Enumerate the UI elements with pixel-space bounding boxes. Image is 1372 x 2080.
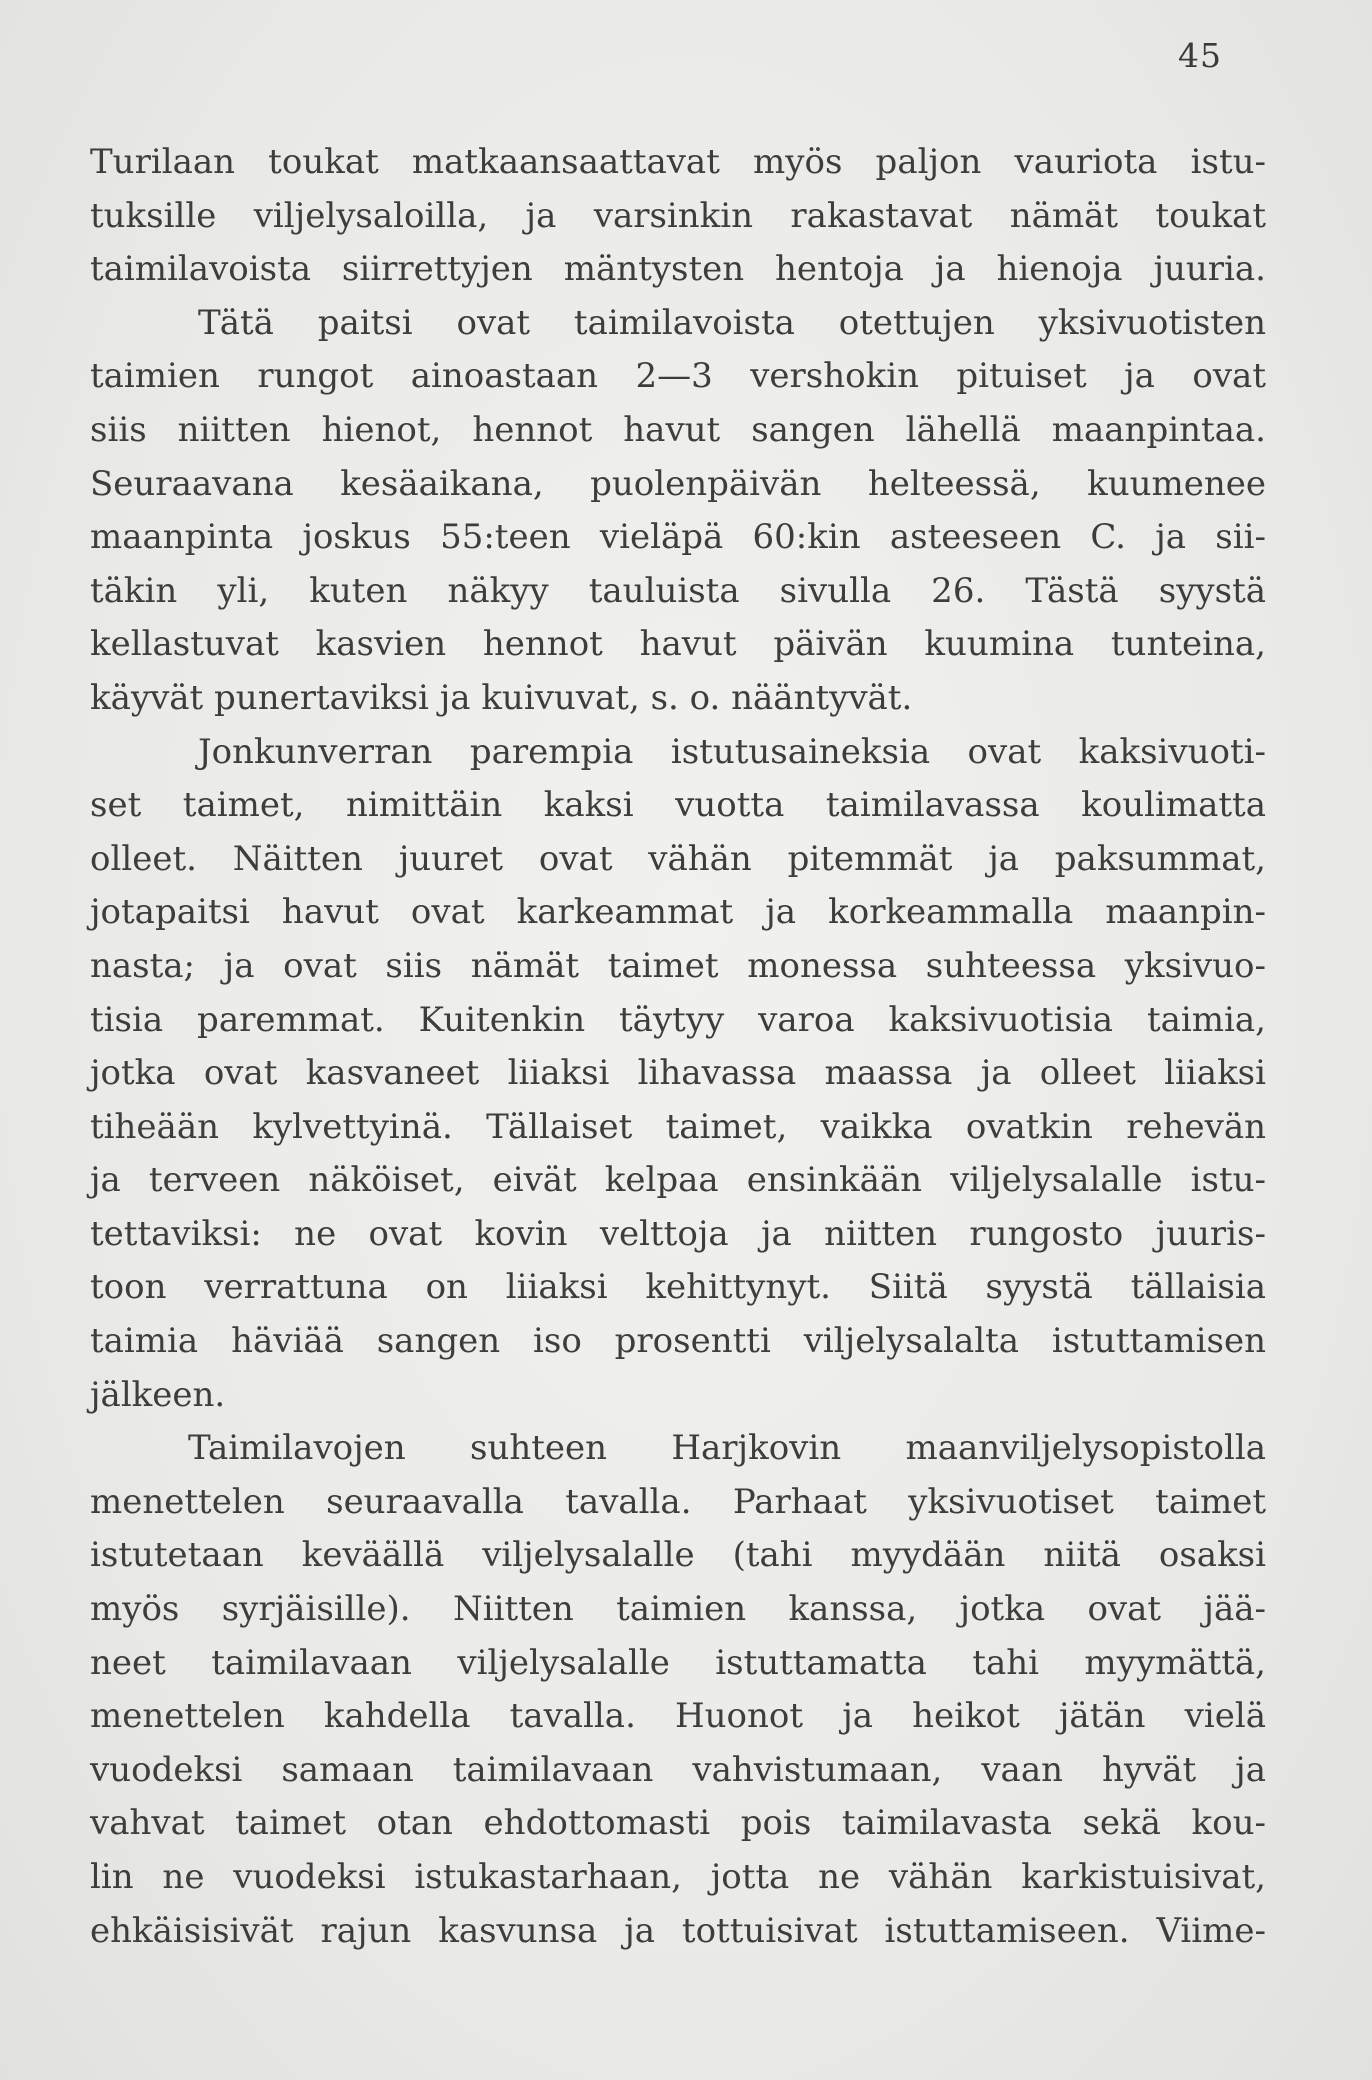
text-line: Taimilavojen suhteen Harjkovin maanviljelysopistolla xyxy=(188,1428,1266,1469)
text-line: myös syrjäisille). Niitten taimien kanssa, jotka ovat jää- xyxy=(90,1589,1266,1630)
text-line: lin ne vuodeksi istukastarhaan, jotta ne vähän karkistuisivat, xyxy=(90,1857,1266,1897)
text-line: tiheään kylvettyinä. Tällaiset taimet, vaikka ovatkin rehevän xyxy=(90,1106,1266,1147)
text-line: taimien rungot ainoastaan 2—3 vershokin pituiset ja ovat xyxy=(90,356,1266,397)
text-line: täkin yli, kuten näkyy tauluista sivulla 26. Tästä syystä xyxy=(90,570,1266,611)
text-line: tisia paremmat. Kuitenkin täytyy varoa kaksivuotisia taimia, xyxy=(90,999,1266,1040)
text-line: tuksille viljelysaloilla, ja varsinkin rakastavat nämät toukat xyxy=(90,195,1266,236)
text-line: nasta; ja ovat siis nämät taimet monessa suhteessa yksivuo- xyxy=(90,945,1266,986)
text-line: kellastuvat kasvien hennot havut päivän kuumina tunteina, xyxy=(90,624,1266,665)
text-line: jotapaitsi havut ovat karkeammat ja korkeammalla maanpin- xyxy=(90,892,1266,933)
text-line: set taimet, nimittäin kaksi vuotta taimilavassa koulimatta xyxy=(90,785,1266,826)
text-line: taimia häviää sangen iso prosentti viljelysalalta istuttamisen xyxy=(90,1321,1266,1362)
text-line: käyvät punertaviksi ja kuivuvat, s. o. nääntyvät. xyxy=(90,677,913,718)
text-line: siis niitten hienot, hennot havut sangen lähellä maanpintaa. xyxy=(90,409,1266,450)
text-line: istutetaan keväällä viljelysalalle (tahi myydään niitä osaksi xyxy=(90,1535,1266,1576)
text-line: taimilavoista siirrettyjen mäntysten hentoja ja hienoja juuria. xyxy=(90,249,1266,290)
text-line: vahvat taimet otan ehdottomasti pois taimilavasta sekä kou- xyxy=(90,1803,1266,1844)
text-line: ja terveen näköiset, eivät kelpaa ensinkään viljelysalalle istu- xyxy=(90,1160,1266,1201)
text-line: Jonkunverran parempia istutusaineksia ovat kaksivuoti- xyxy=(198,731,1266,772)
text-line: Turilaan toukat matkaansaattavat myös paljon vauriota istu- xyxy=(90,142,1266,182)
text-line: jotka ovat kasvaneet liiaksi lihavassa maassa ja olleet liiaksi xyxy=(90,1053,1266,1094)
text-line: Seuraavana kesäaikana, puolenpäivän helteessä, kuumenee xyxy=(90,463,1266,504)
text-line: jälkeen. xyxy=(90,1374,226,1415)
text-line: neet taimilavaan viljelysalalle istuttamatta tahi myymättä, xyxy=(90,1642,1266,1683)
text-line: ehkäisisivät rajun kasvunsa ja tottuisivat istuttamiseen. Viime- xyxy=(90,1910,1266,1951)
text-line: tettaviksi: ne ovat kovin velttoja ja niitten rungosto juuris- xyxy=(90,1213,1266,1254)
text-line: menettelen kahdella tavalla. Huonot ja heikot jätän vielä xyxy=(90,1696,1266,1737)
text-line: maanpinta joskus 55:teen vieläpä 60:kin asteeseen C. ja sii- xyxy=(90,517,1266,558)
text-line: menettelen seuraavalla tavalla. Parhaat yksivuotiset taimet xyxy=(90,1481,1266,1522)
text-line: olleet. Näitten juuret ovat vähän pitemmät ja paksummat, xyxy=(90,838,1266,879)
text-line: toon verrattuna on liiaksi kehittynyt. Siitä syystä tällaisia xyxy=(90,1267,1266,1308)
text-line: Tätä paitsi ovat taimilavoista otettujen yksivuotisten xyxy=(198,302,1266,343)
body-text xyxy=(90,136,1266,1958)
text-line: vuodeksi samaan taimilavaan vahvistumaan, vaan hyvät ja xyxy=(90,1749,1266,1790)
page-number: 45 xyxy=(1178,36,1222,75)
